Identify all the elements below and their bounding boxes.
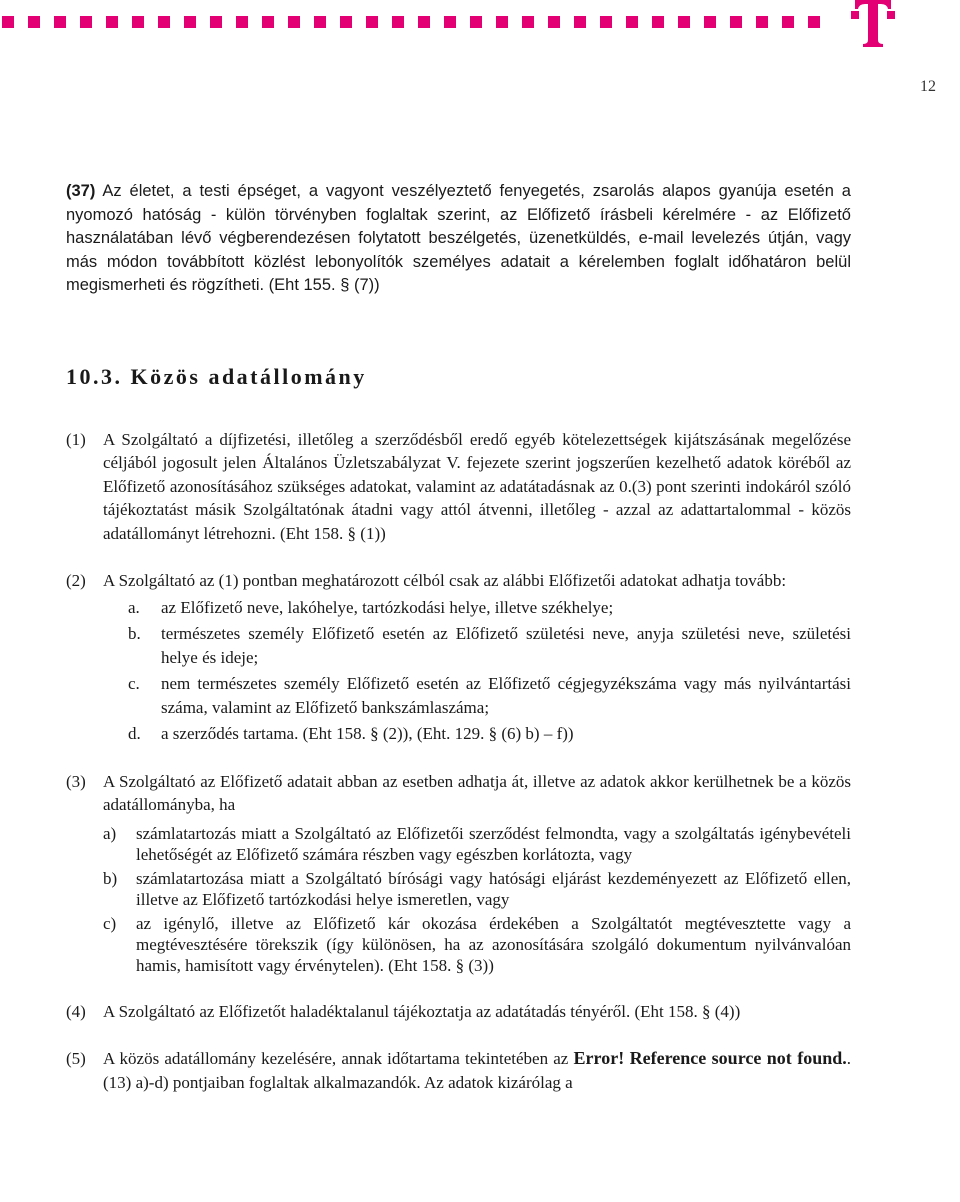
header-dot	[470, 16, 482, 28]
list-item-text: számlatartozás miatt a Szolgáltató az Előfizetői szerződést felmondta, vagy a szolgáltatás igénybevételi lehetőségét az Előfizető számára részben vagy egészben korlátozta, vagy	[136, 823, 851, 864]
header-dot	[548, 16, 560, 28]
paragraph-text: A közös adatállomány kezelésére, annak időtartama tekintetében az	[103, 1049, 574, 1068]
header-dot	[340, 16, 352, 28]
list-item	[66, 868, 851, 910]
header-dot	[678, 16, 690, 28]
paragraph-3	[66, 770, 851, 976]
header-dot	[444, 16, 456, 28]
list-item-text: az igénylő, illetve az Előfizető kár okozása érdekében a Szolgáltatót megtévesztette vagy a megtévesztésére törekszik (így különösen, ha az azonosítására szolgáló dokumentum nyilvánvalóan hamis, hamisított vagy érvénytelen). (Eht 158. § (3))	[136, 913, 851, 975]
list-item	[66, 722, 851, 746]
list-marker: a)	[103, 823, 117, 843]
paragraph-number: (5)	[66, 1049, 86, 1068]
paragraph-37	[66, 180, 851, 298]
paragraph-2-list	[66, 596, 851, 746]
header-dot	[392, 16, 404, 28]
header-dot	[210, 16, 222, 28]
header-dot	[132, 16, 144, 28]
header-dot	[314, 16, 326, 28]
header-dot	[2, 16, 14, 28]
list-item	[66, 622, 851, 669]
document-body	[66, 180, 851, 1094]
paragraph-number: (4)	[66, 1001, 86, 1021]
header-dot	[600, 16, 612, 28]
header-dot	[522, 16, 534, 28]
list-item	[66, 596, 851, 620]
paragraph-text: A Szolgáltató a díjfizetési, illetőleg a szerződésből eredő egyéb kötelezettségek kijátszásának megelőzése céljából jogosult jelen Általános Üzletszabályzat V. fejezete szerint jogszerűen kezelhető adatok köréből az Előfizető azonosításához szükséges adatokat, valamint az adatátadásnak az 0.(3) pont szerinti indokáról szóló tájékoztatást másik Szolgáltatónak átadni vagy attól átvenni, illetőleg - azzal az adattartalommal - közös adatállományt létrehozni. (Eht 158. § (1))	[103, 429, 851, 543]
list-item	[66, 672, 851, 719]
paragraph-text: Az életet, a testi épséget, a vagyont veszélyeztető fenyegetés, zsarolás alapos gyanúja esetén a nyomozó hatóság - külön törvényben foglaltak szerint, az Előfizető írásbeli kérelmére - az Előfizető használatában lévő végberendezésen folytatott beszélgetés, üzenetküldés, e-mail levelezés útján, vagy más módon továbbított közlést lebonyolítók személyes adatait a kérelemben foglalt időhatáron belül megismerheti és rögzítheti. (Eht 155. § (7))	[66, 182, 851, 294]
paragraph-number: (3)	[66, 771, 86, 791]
paragraph-3-list	[66, 823, 851, 976]
header-dot	[574, 16, 586, 28]
header-dot	[184, 16, 196, 28]
header-dot	[704, 16, 716, 28]
paragraph-text-continued: .(13) a)-d) pontjaiban foglaltak alkalmazandók. Az adatok kizárólag a	[103, 1049, 851, 1092]
header-dot	[158, 16, 170, 28]
paragraph-4	[66, 1000, 851, 1024]
list-marker: a.	[128, 597, 140, 617]
list-item-text: nem természetes személy Előfizető esetén az Előfizető cégjegyzékszáma vagy más nyilvántartási száma, valamint az Előfizető bankszámlaszáma;	[161, 674, 851, 717]
reference-error-text: Error! Reference source not found.	[573, 1048, 847, 1068]
list-item-text: a szerződés tartama. (Eht 158. § (2)), (Eht. 129. § (6) b) – f))	[161, 724, 574, 743]
list-marker: b.	[128, 624, 141, 643]
list-item-text: az Előfizető neve, lakóhelye, tartózkodási helye, illetve székhelye;	[161, 597, 614, 617]
list-item-text: természetes személy Előfizető esetén az Előfizető születési neve, anyja születési neve, születési helye és ideje;	[161, 624, 851, 667]
header-dot	[80, 16, 92, 28]
paragraph-number: (1)	[66, 429, 86, 449]
page-number: 12	[920, 78, 936, 95]
header-dot	[366, 16, 378, 28]
list-item	[66, 823, 851, 865]
list-item-text: számlatartozása miatt a Szolgáltató bírósági vagy hatósági eljárást kezdeményezett az Előfizető ellen, illetve az Előfizető tartózkodási helye ismeretlen, vagy	[136, 868, 851, 909]
header-dot	[288, 16, 300, 28]
paragraph-number: (2)	[66, 571, 86, 590]
header-dot	[730, 16, 742, 28]
header-dot-strip	[0, 16, 842, 28]
header-dot	[236, 16, 248, 28]
list-marker: c)	[103, 913, 117, 933]
telekom-t-logo-icon	[851, 0, 895, 48]
paragraph-5	[66, 1047, 851, 1094]
paragraph-text: A Szolgáltató az Előfizető adatait abban az esetben adhatja át, illetve az adatok akkor kerülhetnek be a közös adatállományba, ha	[103, 771, 851, 814]
section-heading: 10.3. Közös adatállomány	[66, 363, 367, 389]
paragraph-number: (37)	[66, 182, 96, 200]
header-dot	[418, 16, 430, 28]
header-dot	[28, 16, 40, 28]
list-item	[66, 913, 851, 976]
header-dot	[808, 16, 820, 28]
header-dot	[262, 16, 274, 28]
paragraph-1	[66, 428, 851, 546]
paragraph-text: A Szolgáltató az (1) pontban meghatározott célból csak az alábbi Előfizetői adatokat adhatja tovább:	[103, 571, 787, 590]
list-marker: b)	[103, 868, 118, 888]
header-dot	[782, 16, 794, 28]
header-dot	[496, 16, 508, 28]
list-marker: c.	[128, 674, 140, 693]
header-dot	[626, 16, 638, 28]
header-dot	[652, 16, 664, 28]
paragraph-2	[66, 569, 851, 746]
header-dot	[756, 16, 768, 28]
paragraph-text: A Szolgáltató az Előfizetőt haladéktalanul tájékoztatja az adatátadás tényéről. (Eht 158. § (4))	[103, 1001, 741, 1021]
header-dot	[54, 16, 66, 28]
list-marker: d.	[128, 724, 141, 743]
header-dot	[106, 16, 118, 28]
